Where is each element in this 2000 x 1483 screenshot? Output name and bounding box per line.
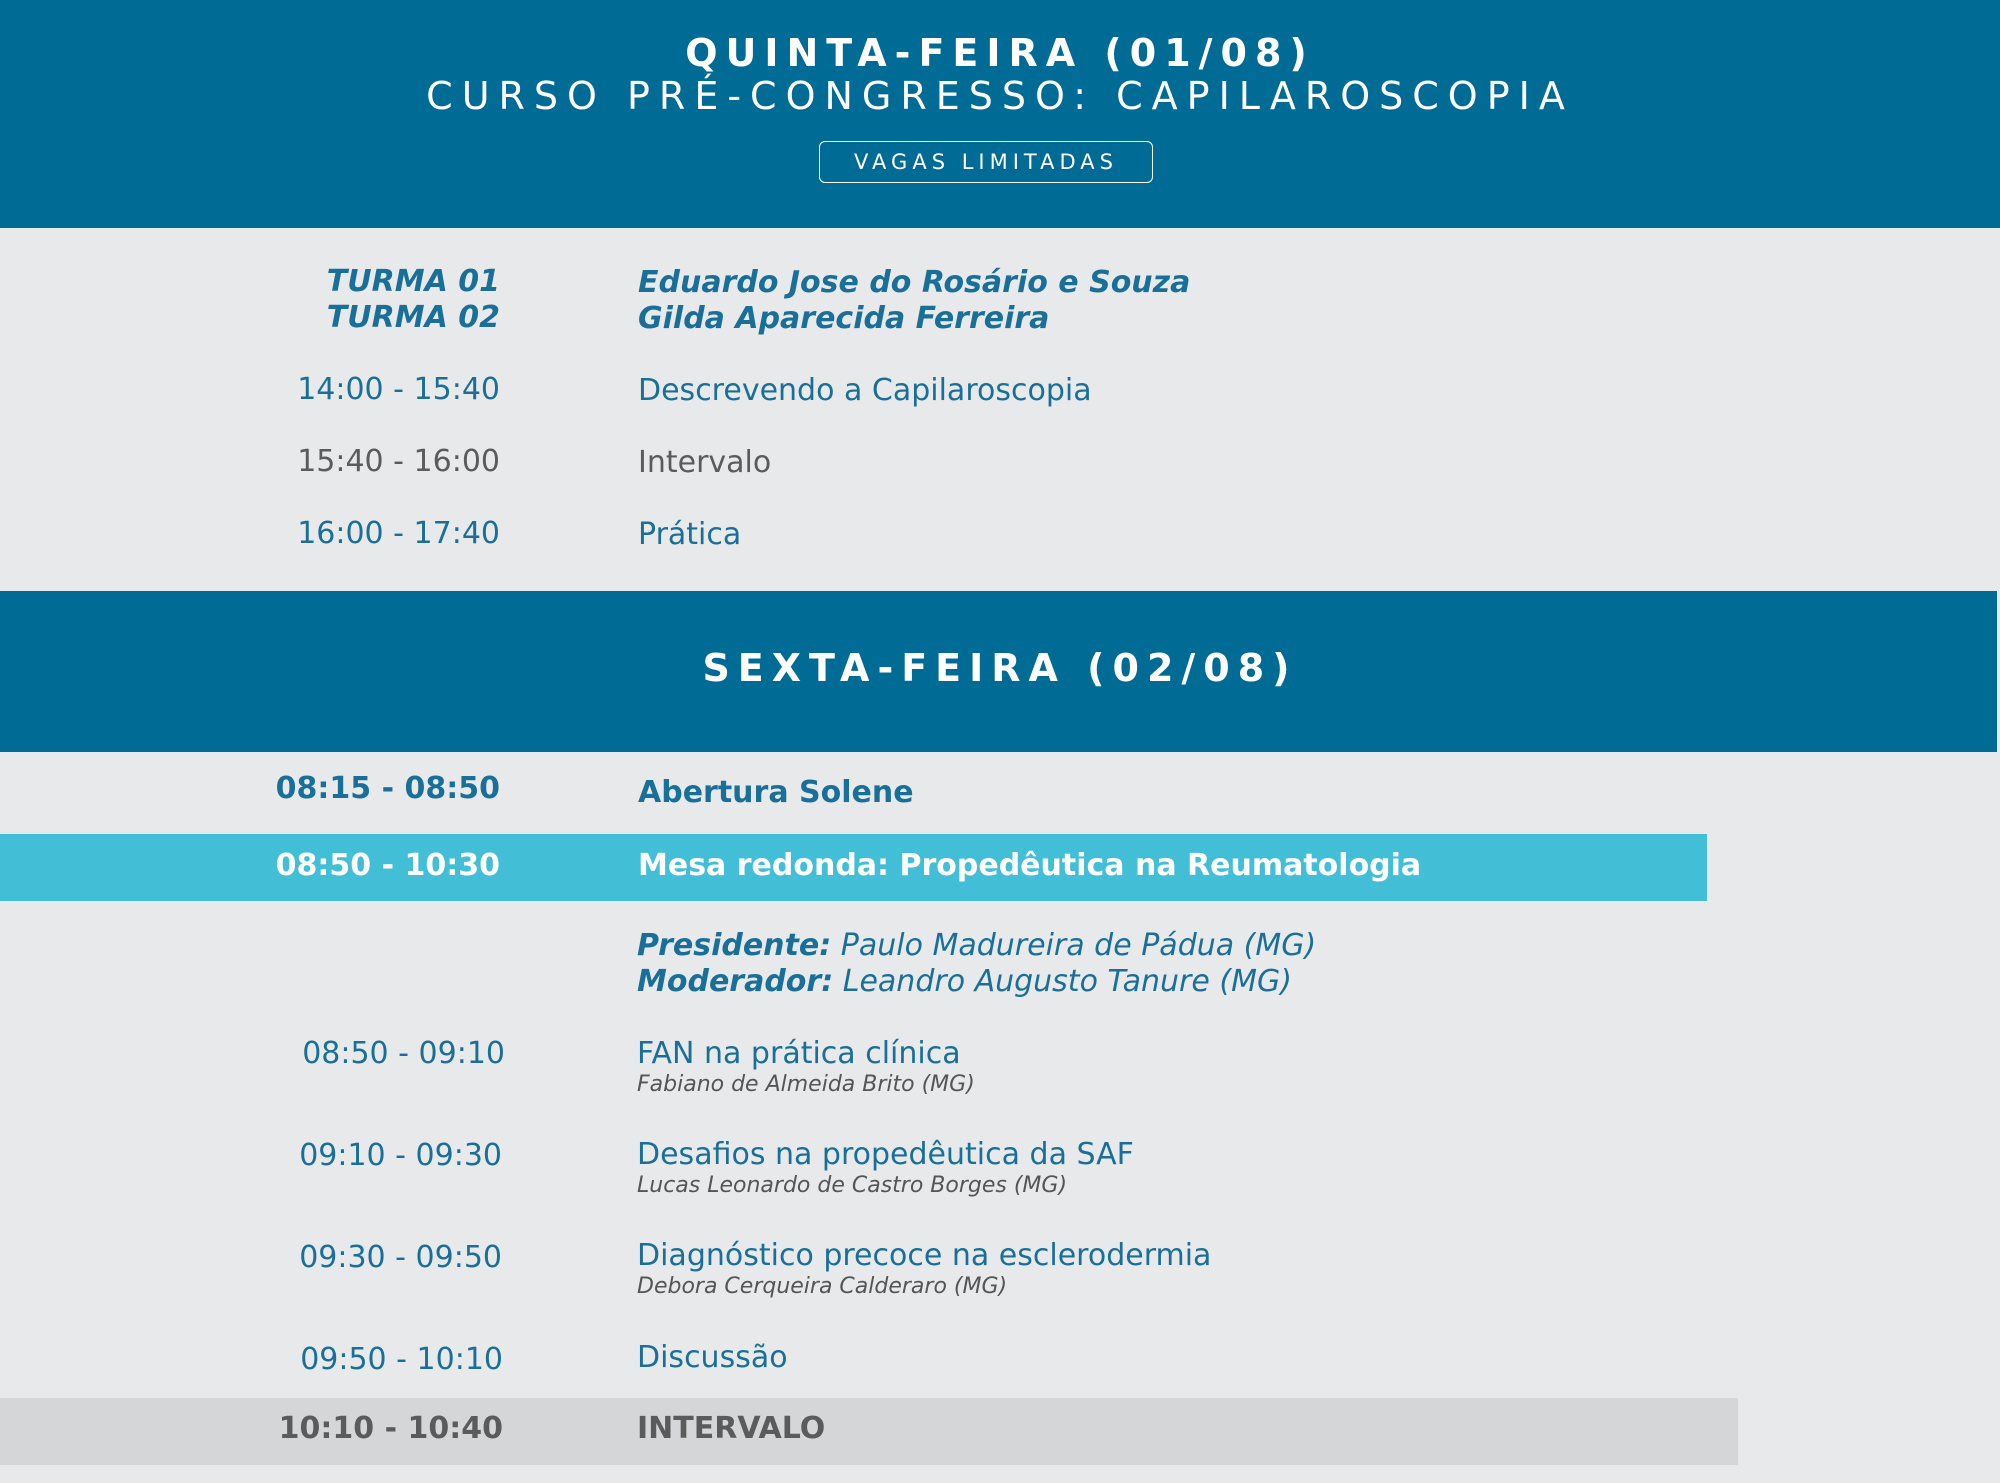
- talk-speaker: Fabiano de Almeida Brito (MG): [637, 1072, 975, 1097]
- break-row: [0, 1398, 1738, 1465]
- talk-title: Discussão: [637, 1340, 788, 1375]
- president-name: Paulo Madureira de Pádua (MG): [840, 928, 1317, 963]
- friday-title: SEXTA-FEIRA (02/08): [702, 646, 1298, 690]
- talk-title: FAN na prática clínica: [637, 1036, 961, 1071]
- schedule-time: 15:40 - 16:00: [297, 444, 500, 479]
- class-teacher: Eduardo Jose do Rosário e Souza: [638, 265, 1191, 300]
- schedule-title: Abertura Solene: [638, 775, 914, 810]
- schedule-time: 14:00 - 15:40: [297, 372, 500, 407]
- break-time: 10:10 - 10:40: [278, 1411, 503, 1446]
- schedule-time: 16:00 - 17:40: [297, 516, 500, 551]
- moderator-label: Moderador:: [637, 964, 834, 999]
- thursday-title: QUINTA-FEIRA (01/08): [685, 31, 1315, 75]
- talk-speaker: Debora Cerqueira Calderaro (MG): [637, 1274, 1008, 1299]
- schedule-time: 08:15 - 08:50: [275, 771, 500, 806]
- schedule-title: Descrevendo a Capilaroscopia: [638, 373, 1092, 408]
- schedule-title: Prática: [638, 517, 742, 552]
- talk-speaker: Lucas Leonardo de Castro Borges (MG): [637, 1173, 1068, 1198]
- thursday-subtitle: CURSO PRÉ-CONGRESSO: CAPILAROSCOPIA: [426, 74, 1574, 118]
- talk-title: Diagnóstico precoce na esclerodermia: [637, 1238, 1212, 1273]
- moderator-name: Leandro Augusto Tanure (MG): [842, 964, 1292, 999]
- schedule-time: 08:50 - 10:30: [275, 848, 500, 883]
- class-label: TURMA 02: [326, 300, 500, 335]
- schedule-title: Intervalo: [638, 445, 772, 480]
- talk-title: Desafios na propedêutica da SAF: [637, 1137, 1134, 1172]
- limited-spots-badge: VAGAS LIMITADAS: [819, 141, 1153, 183]
- talk-time: 09:10 - 09:30: [299, 1138, 502, 1173]
- class-label: TURMA 01: [326, 264, 500, 299]
- talk-time: 08:50 - 09:10: [302, 1036, 505, 1071]
- break-title: INTERVALO: [637, 1411, 826, 1446]
- round-table-title: Mesa redonda: Propedêutica na Reumatologia: [638, 848, 1422, 883]
- talk-time: 09:50 - 10:10: [300, 1342, 503, 1377]
- president-line: [637, 928, 1316, 963]
- moderator-line: [637, 964, 1292, 999]
- talk-time: 09:30 - 09:50: [299, 1240, 502, 1275]
- president-label: Presidente:: [637, 928, 832, 963]
- class-teacher: Gilda Aparecida Ferreira: [638, 301, 1050, 336]
